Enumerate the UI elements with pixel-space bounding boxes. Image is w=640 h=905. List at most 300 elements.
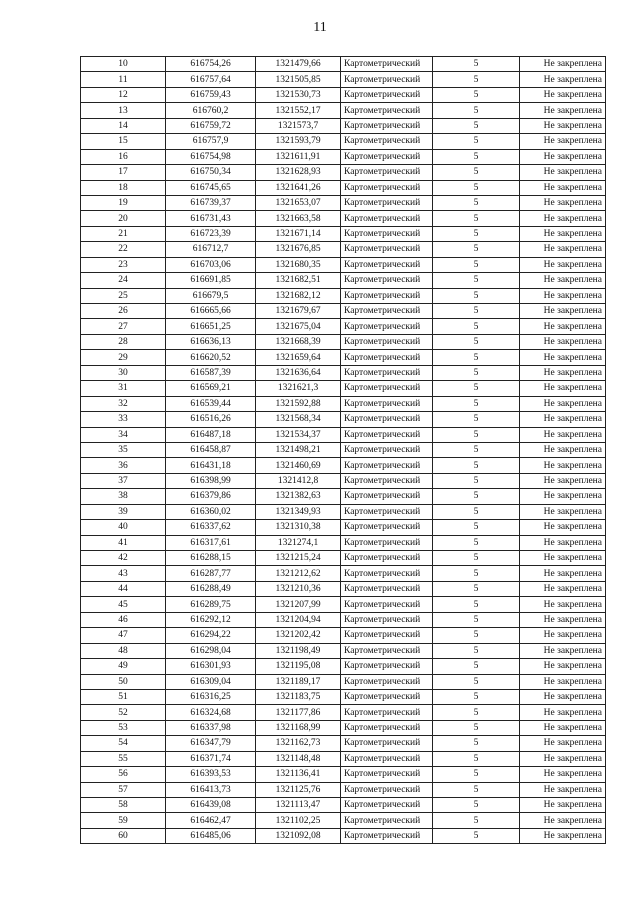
x-coordinate-cell: 616703,06	[166, 257, 256, 272]
y-coordinate-cell: 1321593,79	[256, 134, 341, 149]
y-coordinate-cell: 1321682,12	[256, 288, 341, 303]
x-coordinate-cell: 616309,04	[166, 674, 256, 689]
x-coordinate-cell: 616337,62	[166, 520, 256, 535]
point-number-cell: 60	[81, 828, 166, 843]
method-cell: Картометрический	[341, 87, 433, 102]
y-coordinate-cell: 1321621,3	[256, 381, 341, 396]
accuracy-cell: 5	[433, 226, 520, 241]
fixation-cell: Не закреплена	[520, 581, 606, 596]
fixation-cell: Не закреплена	[520, 165, 606, 180]
x-coordinate-cell: 616745,65	[166, 180, 256, 195]
y-coordinate-cell: 1321125,76	[256, 782, 341, 797]
accuracy-cell: 5	[433, 751, 520, 766]
accuracy-cell: 5	[433, 520, 520, 535]
y-coordinate-cell: 1321573,7	[256, 118, 341, 133]
accuracy-cell: 5	[433, 458, 520, 473]
x-coordinate-cell: 616485,06	[166, 828, 256, 843]
table-row	[81, 705, 606, 720]
y-coordinate-cell: 1321680,35	[256, 257, 341, 272]
fixation-cell: Не закреплена	[520, 551, 606, 566]
fixation-cell: Не закреплена	[520, 319, 606, 334]
accuracy-cell: 5	[433, 242, 520, 257]
accuracy-cell: 5	[433, 720, 520, 735]
point-number-cell: 15	[81, 134, 166, 149]
fixation-cell: Не закреплена	[520, 180, 606, 195]
y-coordinate-cell: 1321177,86	[256, 705, 341, 720]
x-coordinate-cell: 616458,87	[166, 442, 256, 457]
table-row	[81, 458, 606, 473]
x-coordinate-cell: 616371,74	[166, 751, 256, 766]
point-number-cell: 59	[81, 813, 166, 828]
table-row	[81, 473, 606, 488]
fixation-cell: Не закреплена	[520, 195, 606, 210]
y-coordinate-cell: 1321479,66	[256, 57, 341, 72]
accuracy-cell: 5	[433, 581, 520, 596]
method-cell: Картометрический	[341, 767, 433, 782]
point-number-cell: 49	[81, 659, 166, 674]
y-coordinate-cell: 1321162,73	[256, 736, 341, 751]
table-row	[81, 720, 606, 735]
point-number-cell: 46	[81, 612, 166, 627]
x-coordinate-cell: 616712,7	[166, 242, 256, 257]
method-cell: Картометрический	[341, 520, 433, 535]
fixation-cell: Не закреплена	[520, 674, 606, 689]
accuracy-cell: 5	[433, 736, 520, 751]
y-coordinate-cell: 1321668,39	[256, 334, 341, 349]
x-coordinate-cell: 616636,13	[166, 334, 256, 349]
table-row	[81, 118, 606, 133]
method-cell: Картометрический	[341, 489, 433, 504]
x-coordinate-cell: 616754,26	[166, 57, 256, 72]
x-coordinate-cell: 616539,44	[166, 396, 256, 411]
y-coordinate-cell: 1321641,26	[256, 180, 341, 195]
table-row	[81, 149, 606, 164]
x-coordinate-cell: 616439,08	[166, 798, 256, 813]
x-coordinate-cell: 616757,64	[166, 72, 256, 87]
table-row	[81, 57, 606, 72]
fixation-cell: Не закреплена	[520, 798, 606, 813]
fixation-cell: Не закреплена	[520, 72, 606, 87]
point-number-cell: 41	[81, 535, 166, 550]
table-row	[81, 504, 606, 519]
fixation-cell: Не закреплена	[520, 57, 606, 72]
accuracy-cell: 5	[433, 535, 520, 550]
table-row	[81, 520, 606, 535]
accuracy-cell: 5	[433, 473, 520, 488]
point-number-cell: 21	[81, 226, 166, 241]
table-row	[81, 442, 606, 457]
point-number-cell: 19	[81, 195, 166, 210]
y-coordinate-cell: 1321412,8	[256, 473, 341, 488]
y-coordinate-cell: 1321682,51	[256, 273, 341, 288]
method-cell: Картометрический	[341, 257, 433, 272]
y-coordinate-cell: 1321679,67	[256, 304, 341, 319]
y-coordinate-cell: 1321676,85	[256, 242, 341, 257]
point-number-cell: 45	[81, 597, 166, 612]
point-number-cell: 48	[81, 643, 166, 658]
fixation-cell: Не закреплена	[520, 257, 606, 272]
method-cell: Картометрический	[341, 304, 433, 319]
fixation-cell: Не закреплена	[520, 134, 606, 149]
fixation-cell: Не закреплена	[520, 751, 606, 766]
point-number-cell: 43	[81, 566, 166, 581]
method-cell: Картометрический	[341, 350, 433, 365]
accuracy-cell: 5	[433, 273, 520, 288]
table-row	[81, 226, 606, 241]
method-cell: Картометрический	[341, 273, 433, 288]
point-number-cell: 40	[81, 520, 166, 535]
x-coordinate-cell: 616759,72	[166, 118, 256, 133]
accuracy-cell: 5	[433, 782, 520, 797]
point-number-cell: 28	[81, 334, 166, 349]
y-coordinate-cell: 1321505,85	[256, 72, 341, 87]
fixation-cell: Не закреплена	[520, 103, 606, 118]
method-cell: Картометрический	[341, 72, 433, 87]
y-coordinate-cell: 1321552,17	[256, 103, 341, 118]
page-number: 11	[313, 20, 327, 35]
point-number-cell: 38	[81, 489, 166, 504]
fixation-cell: Не закреплена	[520, 334, 606, 349]
x-coordinate-cell: 616760,2	[166, 103, 256, 118]
x-coordinate-cell: 616413,73	[166, 782, 256, 797]
accuracy-cell: 5	[433, 165, 520, 180]
point-number-cell: 11	[81, 72, 166, 87]
method-cell: Картометрический	[341, 103, 433, 118]
x-coordinate-cell: 616393,53	[166, 767, 256, 782]
accuracy-cell: 5	[433, 551, 520, 566]
method-cell: Картометрический	[341, 381, 433, 396]
method-cell: Картометрический	[341, 473, 433, 488]
coordinates-table	[80, 56, 606, 844]
fixation-cell: Не закреплена	[520, 365, 606, 380]
x-coordinate-cell: 616431,18	[166, 458, 256, 473]
accuracy-cell: 5	[433, 813, 520, 828]
table-row	[81, 551, 606, 566]
fixation-cell: Не закреплена	[520, 273, 606, 288]
fixation-cell: Не закреплена	[520, 242, 606, 257]
method-cell: Картометрический	[341, 149, 433, 164]
x-coordinate-cell: 616288,15	[166, 551, 256, 566]
accuracy-cell: 5	[433, 489, 520, 504]
table-row	[81, 828, 606, 843]
x-coordinate-cell: 616347,79	[166, 736, 256, 751]
point-number-cell: 31	[81, 381, 166, 396]
fixation-cell: Не закреплена	[520, 612, 606, 627]
table-row	[81, 288, 606, 303]
x-coordinate-cell: 616294,22	[166, 628, 256, 643]
table-row	[81, 319, 606, 334]
point-number-cell: 16	[81, 149, 166, 164]
fixation-cell: Не закреплена	[520, 535, 606, 550]
table-row	[81, 257, 606, 272]
y-coordinate-cell: 1321460,69	[256, 458, 341, 473]
table-row	[81, 782, 606, 797]
table-row	[81, 195, 606, 210]
x-coordinate-cell: 616569,21	[166, 381, 256, 396]
y-coordinate-cell: 1321310,38	[256, 520, 341, 535]
point-number-cell: 14	[81, 118, 166, 133]
y-coordinate-cell: 1321204,94	[256, 612, 341, 627]
point-number-cell: 10	[81, 57, 166, 72]
accuracy-cell: 5	[433, 365, 520, 380]
x-coordinate-cell: 616317,61	[166, 535, 256, 550]
point-number-cell: 25	[81, 288, 166, 303]
fixation-cell: Не закреплена	[520, 149, 606, 164]
y-coordinate-cell: 1321534,37	[256, 427, 341, 442]
y-coordinate-cell: 1321148,48	[256, 751, 341, 766]
point-number-cell: 50	[81, 674, 166, 689]
x-coordinate-cell: 616739,37	[166, 195, 256, 210]
method-cell: Картометрический	[341, 566, 433, 581]
method-cell: Картометрический	[341, 551, 433, 566]
fixation-cell: Не закреплена	[520, 659, 606, 674]
accuracy-cell: 5	[433, 87, 520, 102]
method-cell: Картометрический	[341, 458, 433, 473]
point-number-cell: 12	[81, 87, 166, 102]
fixation-cell: Не закреплена	[520, 427, 606, 442]
y-coordinate-cell: 1321202,42	[256, 628, 341, 643]
fixation-cell: Не закреплена	[520, 288, 606, 303]
fixation-cell: Не закреплена	[520, 87, 606, 102]
table-row	[81, 273, 606, 288]
point-number-cell: 53	[81, 720, 166, 735]
y-coordinate-cell: 1321653,07	[256, 195, 341, 210]
method-cell: Картометрический	[341, 612, 433, 627]
accuracy-cell: 5	[433, 628, 520, 643]
point-number-cell: 44	[81, 581, 166, 596]
fixation-cell: Не закреплена	[520, 767, 606, 782]
x-coordinate-cell: 616316,25	[166, 689, 256, 704]
fixation-cell: Не закреплена	[520, 473, 606, 488]
point-number-cell: 29	[81, 350, 166, 365]
x-coordinate-cell: 616487,18	[166, 427, 256, 442]
table-row	[81, 396, 606, 411]
table-row	[81, 643, 606, 658]
point-number-cell: 52	[81, 705, 166, 720]
fixation-cell: Не закреплена	[520, 350, 606, 365]
x-coordinate-cell: 616324,68	[166, 705, 256, 720]
fixation-cell: Не закреплена	[520, 442, 606, 457]
method-cell: Картометрический	[341, 57, 433, 72]
accuracy-cell: 5	[433, 103, 520, 118]
accuracy-cell: 5	[433, 689, 520, 704]
method-cell: Картометрический	[341, 165, 433, 180]
accuracy-cell: 5	[433, 180, 520, 195]
x-coordinate-cell: 616379,86	[166, 489, 256, 504]
x-coordinate-cell: 616731,43	[166, 211, 256, 226]
fixation-cell: Не закреплена	[520, 828, 606, 843]
x-coordinate-cell: 616292,12	[166, 612, 256, 627]
accuracy-cell: 5	[433, 134, 520, 149]
table-row	[81, 134, 606, 149]
accuracy-cell: 5	[433, 612, 520, 627]
table-row	[81, 334, 606, 349]
fixation-cell: Не закреплена	[520, 628, 606, 643]
method-cell: Картометрический	[341, 396, 433, 411]
accuracy-cell: 5	[433, 643, 520, 658]
x-coordinate-cell: 616620,52	[166, 350, 256, 365]
point-number-cell: 47	[81, 628, 166, 643]
point-number-cell: 24	[81, 273, 166, 288]
method-cell: Картометрический	[341, 412, 433, 427]
fixation-cell: Не закреплена	[520, 813, 606, 828]
x-coordinate-cell: 616298,04	[166, 643, 256, 658]
fixation-cell: Не закреплена	[520, 304, 606, 319]
method-cell: Картометрический	[341, 504, 433, 519]
point-number-cell: 36	[81, 458, 166, 473]
fixation-cell: Не закреплена	[520, 643, 606, 658]
y-coordinate-cell: 1321671,14	[256, 226, 341, 241]
x-coordinate-cell: 616651,25	[166, 319, 256, 334]
point-number-cell: 26	[81, 304, 166, 319]
table-row	[81, 689, 606, 704]
y-coordinate-cell: 1321195,08	[256, 659, 341, 674]
x-coordinate-cell: 616289,75	[166, 597, 256, 612]
point-number-cell: 55	[81, 751, 166, 766]
y-coordinate-cell: 1321168,99	[256, 720, 341, 735]
x-coordinate-cell: 616398,99	[166, 473, 256, 488]
y-coordinate-cell: 1321198,49	[256, 643, 341, 658]
table-row	[81, 628, 606, 643]
method-cell: Картометрический	[341, 535, 433, 550]
accuracy-cell: 5	[433, 412, 520, 427]
fixation-cell: Не закреплена	[520, 689, 606, 704]
table-row	[81, 581, 606, 596]
fixation-cell: Не закреплена	[520, 226, 606, 241]
table-row	[81, 566, 606, 581]
y-coordinate-cell: 1321207,99	[256, 597, 341, 612]
accuracy-cell: 5	[433, 57, 520, 72]
method-cell: Картометрический	[341, 628, 433, 643]
x-coordinate-cell: 616360,02	[166, 504, 256, 519]
method-cell: Картометрический	[341, 134, 433, 149]
method-cell: Картометрический	[341, 365, 433, 380]
method-cell: Картометрический	[341, 195, 433, 210]
accuracy-cell: 5	[433, 566, 520, 581]
accuracy-cell: 5	[433, 705, 520, 720]
x-coordinate-cell: 616754,98	[166, 149, 256, 164]
point-number-cell: 37	[81, 473, 166, 488]
point-number-cell: 51	[81, 689, 166, 704]
fixation-cell: Не закреплена	[520, 520, 606, 535]
accuracy-cell: 5	[433, 211, 520, 226]
point-number-cell: 42	[81, 551, 166, 566]
accuracy-cell: 5	[433, 442, 520, 457]
y-coordinate-cell: 1321568,34	[256, 412, 341, 427]
method-cell: Картометрический	[341, 242, 433, 257]
accuracy-cell: 5	[433, 504, 520, 519]
x-coordinate-cell: 616723,39	[166, 226, 256, 241]
point-number-cell: 57	[81, 782, 166, 797]
table-row	[81, 659, 606, 674]
accuracy-cell: 5	[433, 396, 520, 411]
table-row	[81, 736, 606, 751]
fixation-cell: Не закреплена	[520, 489, 606, 504]
point-number-cell: 27	[81, 319, 166, 334]
accuracy-cell: 5	[433, 195, 520, 210]
point-number-cell: 32	[81, 396, 166, 411]
point-number-cell: 22	[81, 242, 166, 257]
fixation-cell: Не закреплена	[520, 782, 606, 797]
method-cell: Картометрический	[341, 828, 433, 843]
y-coordinate-cell: 1321136,41	[256, 767, 341, 782]
accuracy-cell: 5	[433, 674, 520, 689]
method-cell: Картометрический	[341, 442, 433, 457]
y-coordinate-cell: 1321113,47	[256, 798, 341, 813]
accuracy-cell: 5	[433, 319, 520, 334]
y-coordinate-cell: 1321636,64	[256, 365, 341, 380]
table-row	[81, 612, 606, 627]
x-coordinate-cell: 616301,93	[166, 659, 256, 674]
fixation-cell: Не закреплена	[520, 381, 606, 396]
accuracy-cell: 5	[433, 828, 520, 843]
accuracy-cell: 5	[433, 304, 520, 319]
accuracy-cell: 5	[433, 350, 520, 365]
point-number-cell: 56	[81, 767, 166, 782]
y-coordinate-cell: 1321092,08	[256, 828, 341, 843]
table-row	[81, 813, 606, 828]
table-row	[81, 489, 606, 504]
y-coordinate-cell: 1321189,17	[256, 674, 341, 689]
table-row	[81, 798, 606, 813]
point-number-cell: 18	[81, 180, 166, 195]
fixation-cell: Не закреплена	[520, 211, 606, 226]
y-coordinate-cell: 1321274,1	[256, 535, 341, 550]
accuracy-cell: 5	[433, 257, 520, 272]
accuracy-cell: 5	[433, 597, 520, 612]
fixation-cell: Не закреплена	[520, 736, 606, 751]
y-coordinate-cell: 1321628,93	[256, 165, 341, 180]
method-cell: Картометрический	[341, 782, 433, 797]
x-coordinate-cell: 616665,66	[166, 304, 256, 319]
fixation-cell: Не закреплена	[520, 504, 606, 519]
y-coordinate-cell: 1321215,24	[256, 551, 341, 566]
x-coordinate-cell: 616691,85	[166, 273, 256, 288]
table-row	[81, 72, 606, 87]
accuracy-cell: 5	[433, 149, 520, 164]
x-coordinate-cell: 616337,98	[166, 720, 256, 735]
table-row	[81, 103, 606, 118]
table-row	[81, 304, 606, 319]
method-cell: Картометрический	[341, 427, 433, 442]
fixation-cell: Не закреплена	[520, 597, 606, 612]
x-coordinate-cell: 616759,43	[166, 87, 256, 102]
point-number-cell: 33	[81, 412, 166, 427]
accuracy-cell: 5	[433, 798, 520, 813]
coordinates-table-body	[81, 57, 606, 844]
method-cell: Картометрический	[341, 689, 433, 704]
point-number-cell: 35	[81, 442, 166, 457]
method-cell: Картометрический	[341, 674, 433, 689]
y-coordinate-cell: 1321349,93	[256, 504, 341, 519]
x-coordinate-cell: 616757,9	[166, 134, 256, 149]
point-number-cell: 34	[81, 427, 166, 442]
table-row	[81, 242, 606, 257]
point-number-cell: 20	[81, 211, 166, 226]
method-cell: Картометрический	[341, 720, 433, 735]
method-cell: Картометрический	[341, 751, 433, 766]
y-coordinate-cell: 1321592,88	[256, 396, 341, 411]
table-row	[81, 350, 606, 365]
method-cell: Картометрический	[341, 211, 433, 226]
accuracy-cell: 5	[433, 118, 520, 133]
x-coordinate-cell: 616287,77	[166, 566, 256, 581]
y-coordinate-cell: 1321102,25	[256, 813, 341, 828]
table-row	[81, 180, 606, 195]
fixation-cell: Не закреплена	[520, 396, 606, 411]
method-cell: Картометрический	[341, 798, 433, 813]
x-coordinate-cell: 616750,34	[166, 165, 256, 180]
